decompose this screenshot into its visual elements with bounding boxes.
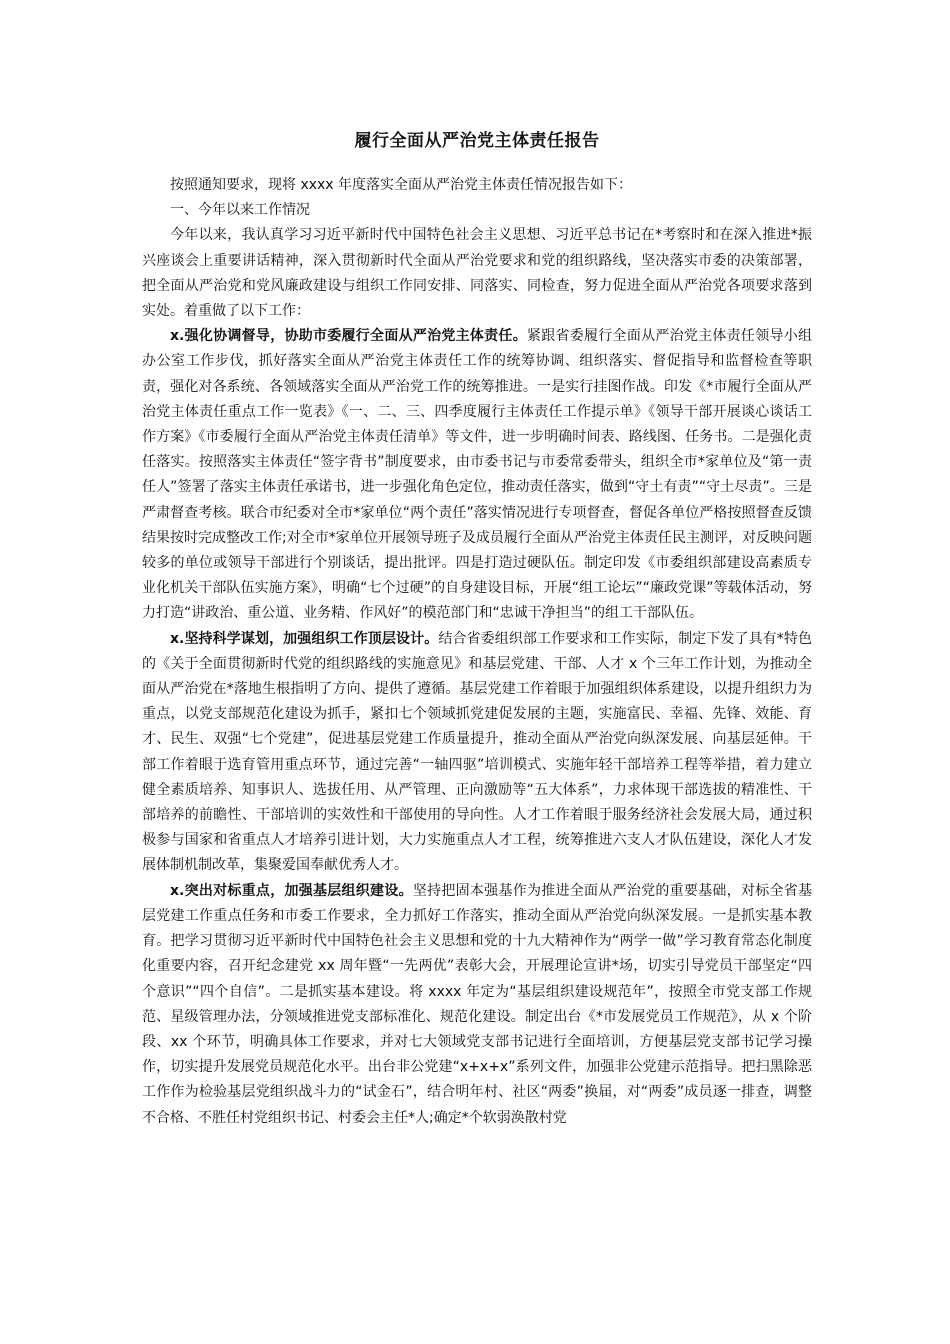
item2-paragraph — [142, 627, 812, 879]
section-heading: 一、今年以来工作情况 — [170, 202, 310, 219]
item1-heading: x.强化协调督导，协助市委履行全面从严治党主体责任。 — [170, 328, 527, 345]
intro-paragraph: 按照通知要求，现将 xxxx 年度落实全面从严治党主体责任情况报告如下： — [170, 177, 633, 193]
item3-paragraph — [142, 879, 812, 1131]
overview-paragraph: 今年以来，我认真学习习近平新时代中国特色社会主义思想、习近平总书记在*考察时和在深入推进*振兴座谈会上重要讲话精神，深入贯彻新时代全面从严治党要求和党的组织路线，坚决落实市委的决策部署，把全面从严治党和党风廉政建设与组织工作同安排、同落实、同检查，努力促进全面从严治党各项要求落到实处。着重做了以下工作： — [142, 227, 812, 320]
document-page — [142, 118, 812, 1131]
item1-paragraph — [142, 324, 812, 626]
item2-body: 结合省委组织部工作要求和工作实际，制定下发了具有*特色的《关于全面贯彻新时代党的组织路线的实施意见》和基层党建、干部、人才 x 个三年工作计划，为推动全面从严治党在*落地生根指明了方向、提供了遵循。基层党建工作着眼于加强组织体系建设，以提升组织力为重点，以党支部规范化建设为抓手，紧扣七个领域抓党建促发展的主题，实施富民、幸福、先锋、效能、育才、民生、双强“七个党建”，促进基层党建工作质量提升，推动全面从严治党向纵深发展、向基层延伸。干部工作着眼于选育管用重点环节，通过完善“一轴四驱”培训模式、实施年轻干部培养工程等举措，着力建立健全素质培养、知事识人、选拔任用、从严管理、正向激励等“五大体系”，力求体现干部选拔的精准性、干部培养的前瞻性、干部培训的实效性和干部使用的导向性。人才工作着眼于服务经济社会发展大局，通过积极参与国家和省重点人才培养引进计划，大力实施重点人才工程，统筹推进六支人才队伍建设，深化人才发展体制机制改革，集聚爱国奉献优秀人才。 — [142, 630, 812, 874]
item3-heading: x.突出对标重点，加强基层组织建设。 — [170, 882, 413, 899]
item3-body: 坚持把固本强基作为推进全面从严治党的重要基础，对标全省基层党建工作重点任务和市委工作要求，全力抓好工作落实，推动全面从严治党向纵深发展。一是抓实基本教育。把学习贯彻习近平新时代中国特色社会主义思想和党的十九大精神作为“两学一做”学习教育常态化制度化重要内容，召开纪念建党 xx 周年暨“一先两优”表彰大会，开展理论宣讲*场，切实引导党员干部坚定“四个意识”“四个自信”。二是抓实基本建设。将 xxxx 年定为“基层组织建设规范年”，按照全市党支部工作规范、星级管理办法，分领域推进党支部标准化、规范化建设。制定出台《*市发展党员工作规范》，从 x 个阶段、xx 个环节，明确具体工作要求，并对七大领域党支部书记进行全面培训，方便基层党支部书记学习操作，切实提升发展党员规范化水平。出台非公党建“x+x+x”系列文件，加强非公党建示范指导。把扫黑除恶工作作为检验基层党组织战斗力的“试金石”，结合明年村、社区“两委”换届，对“两委”成员逐一排查，调整不合格、不胜任村党组织书记、村委会主任*人;确定*个软弱涣散村党 — [142, 882, 813, 1126]
document-title: 履行全面从严治党主体责任报告 — [354, 131, 600, 151]
item1-body: 紧跟省委履行全面从严治党主体责任领导小组办公室工作步伐，抓好落实全面从严治党主体责任工作的统筹协调、组织落实、督促指导和监督检查等职责，强化对各系统、各领域落实全面从严治党工作的统筹推进。一是实行挂图作战。印发《*市履行全面从严治党主体责任重点工作一览表》《一、二、三、四季度履行主体责任工作提示单》《领导干部开展谈心谈话工作方案》《市委履行全面从严治党主体责任清单》等文件，进一步明确时间表、路线图、任务书。二是强化责任落实。按照落实主体责任“签字背书”制度要求，由市委书记与市委常委带头，组织全市*家单位及“第一责任人”签署了落实主体责任承诺书，进一步强化角色定位，推动责任落实，做到“守土有责”“守土尽责”。三是严肃督查考核。联合市纪委对全市*家单位“两个责任”落实情况进行专项督查，督促各单位严格按照督查反馈结果按时完成整改工作;对全市*家单位开展领导班子及成员履行全面从严治党主体责任民主测评，对反映问题较多的单位或领导干部进行个别谈话，提出批评。四是打造过硬队伍。制定印发《市委组织部建设高素质专业化机关干部队伍实施方案》，明确“七个过硬”的自身建设目标，开展“组工论坛”“廉政党课”等载体活动，努力打造“讲政治、重公道、业务精、作风好”的模范部门和“忠诚干净担当”的组工干部队伍。 — [142, 328, 812, 622]
item2-heading: x.坚持科学谋划，加强组织工作顶层设计。 — [170, 630, 439, 647]
